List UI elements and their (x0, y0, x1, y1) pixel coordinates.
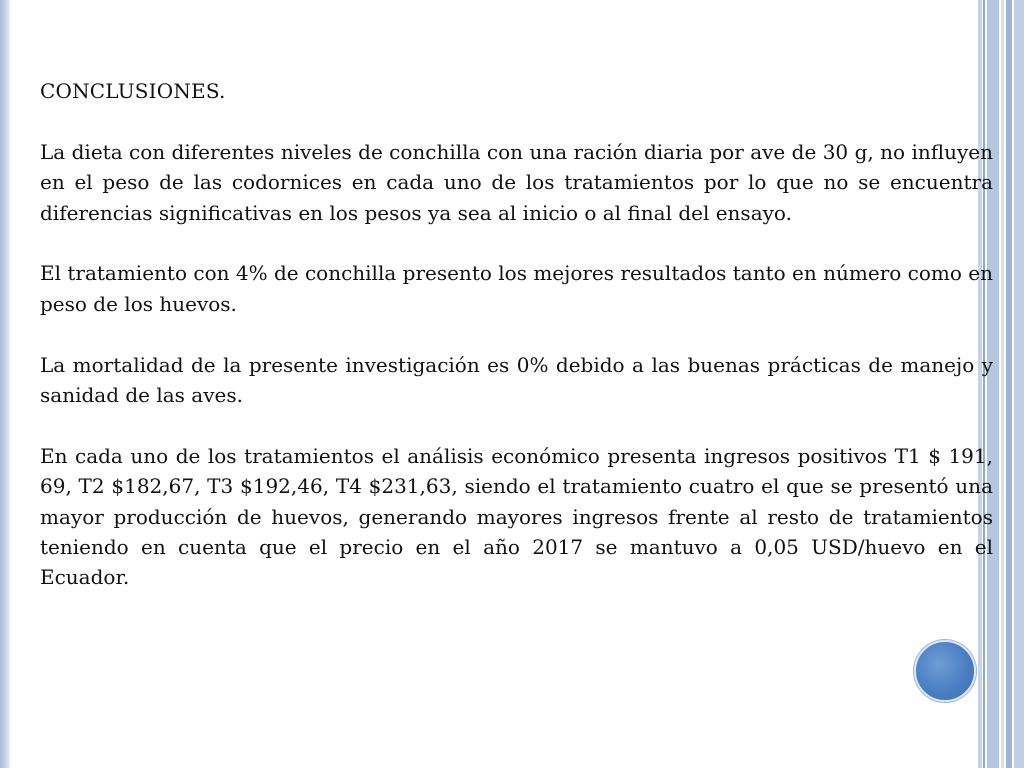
paragraph-economic: En cada uno de los tratamientos el análisis económico presenta ingresos positivos T1 $ 191, 69, T2 $182,67, T3 $192,46, T4 $231,63, siendo el tratamiento cuatro el que se presentó una mayor producción de huevos, generando mayores ingresos frente al resto de tratamientos teniendo en cuenta que el precio en el año 2017 se mantuvo a 0,05 USD/huevo en el Ecuador. (40, 443, 993, 590)
left-border-bar (0, 0, 10, 768)
stripe (1006, 0, 1012, 768)
slide-content (40, 76, 993, 623)
decorative-circle (914, 640, 976, 702)
stripe (1014, 0, 1024, 768)
paragraph-mortality: La mortalidad de la presente investigación es 0% debido a las buenas prácticas de manejo y sanidad de las aves. (40, 352, 993, 408)
paragraph-diet: La dieta con diferentes niveles de conchilla con una ración diaria por ave de 30 g, no influyen en el peso de las codornices en cada uno de los tratamientos por lo que no se encuentra diferencias significativas en los pesos ya sea al inicio o al final del ensayo. (40, 139, 993, 225)
slide-heading: CONCLUSIONES. (40, 79, 226, 103)
stripe (1001, 0, 1004, 768)
paragraph-treatment: El tratamiento con 4% de conchilla presento los mejores resultados tanto en número como en peso de los huevos. (40, 261, 993, 316)
